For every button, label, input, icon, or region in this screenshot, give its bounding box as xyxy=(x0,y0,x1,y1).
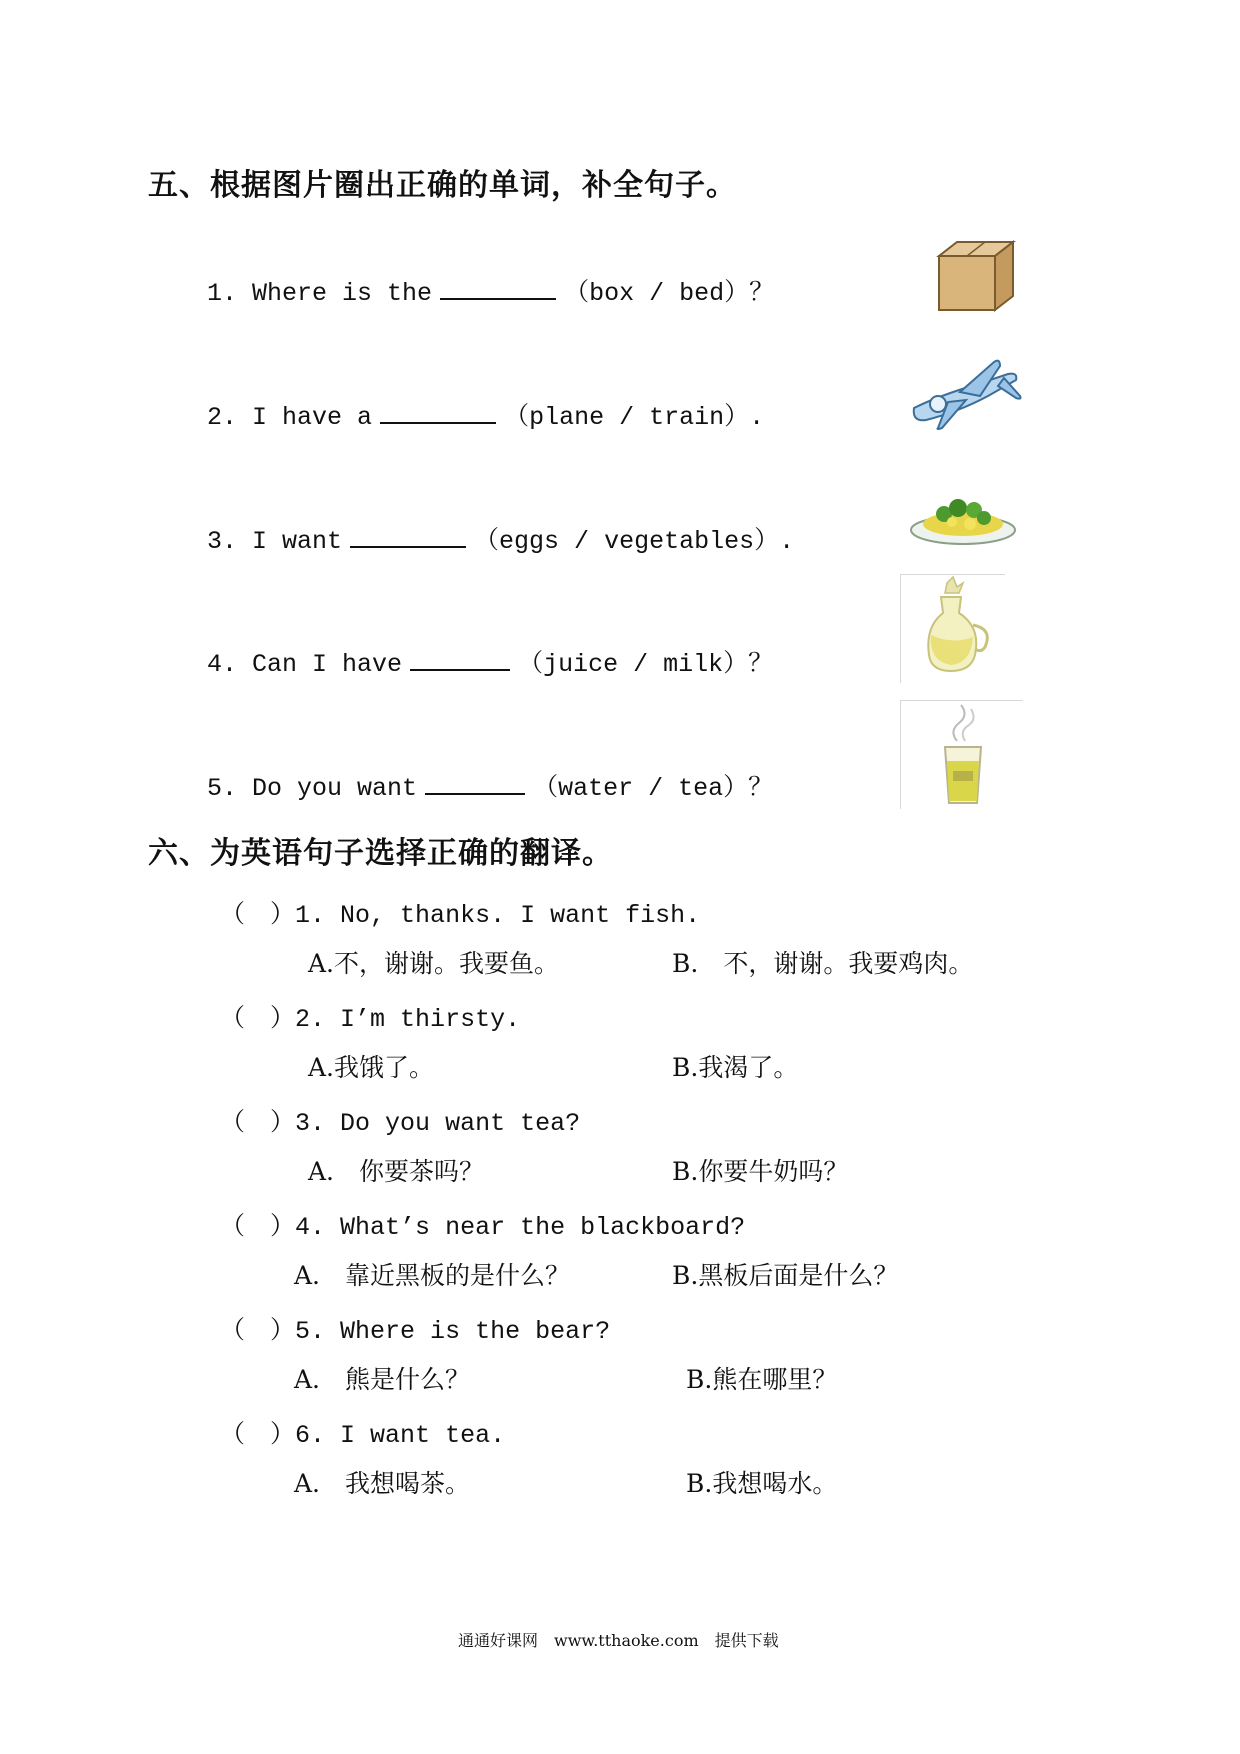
item-number: 1. xyxy=(295,901,326,930)
item-text: I want xyxy=(252,527,343,556)
box-icon xyxy=(935,238,1017,314)
option-b-3: B.你要牛奶吗？ xyxy=(672,1157,849,1186)
item-options: （water / tea）？ xyxy=(533,774,774,803)
fill-item-1 xyxy=(207,272,774,308)
fill-item-3 xyxy=(207,520,794,556)
option-b-5: B.熊在哪里？ xyxy=(686,1365,838,1394)
english-sentence: I want tea. xyxy=(340,1421,506,1450)
tea-image-frame xyxy=(900,700,1023,809)
item-options: （plane / train）. xyxy=(504,403,765,432)
option-b-6: B.我想喝水。 xyxy=(686,1469,838,1498)
answer-blank[interactable] xyxy=(410,645,510,671)
vegetables-plate-icon xyxy=(908,484,1018,548)
option-b-2: B.我渴了。 xyxy=(672,1053,799,1082)
answer-blank[interactable] xyxy=(440,274,556,300)
answer-paren[interactable]: （ ） xyxy=(220,1005,296,1034)
answer-blank[interactable] xyxy=(350,522,466,548)
answer-paren[interactable]: （ ） xyxy=(220,1421,296,1450)
juice-image-frame xyxy=(900,574,1005,683)
translation-question-3 xyxy=(220,1102,580,1138)
answer-blank[interactable] xyxy=(380,398,496,424)
option-a-5: A. 熊是什么？ xyxy=(294,1365,471,1394)
english-sentence: Where is the bear? xyxy=(340,1317,611,1346)
item-number: 4. xyxy=(207,650,238,679)
item-number: 1. xyxy=(207,279,238,308)
item-number: 3. xyxy=(207,527,238,556)
item-number: 6. xyxy=(295,1421,326,1450)
option-b-4: B.黑板后面是什么？ xyxy=(672,1261,899,1290)
footer-text: 通通好课网 www.tthaoke.com 提供下载 xyxy=(458,1631,779,1650)
item-number: 2. xyxy=(207,403,238,432)
section6-title: 六、为英语句子选择正确的翻译。 xyxy=(148,836,613,871)
item-text: I have a xyxy=(252,403,373,432)
item-text: Can I have xyxy=(252,650,403,679)
option-a-3: A. 你要茶吗？ xyxy=(308,1157,485,1186)
tea-cup-icon xyxy=(901,701,1023,809)
translation-question-2 xyxy=(220,998,520,1034)
english-sentence: What’s near the blackboard? xyxy=(340,1213,746,1242)
item-number: 5. xyxy=(207,774,238,803)
item-options: （box / bed）？ xyxy=(564,279,775,308)
item-number: 5. xyxy=(295,1317,326,1346)
answer-blank[interactable] xyxy=(425,769,525,795)
item-number: 2. xyxy=(295,1005,326,1034)
option-a-6: A. 我想喝茶。 xyxy=(294,1469,471,1498)
answer-paren[interactable]: （ ） xyxy=(220,1109,296,1138)
answer-paren[interactable]: （ ） xyxy=(220,1213,296,1242)
option-a-1: A.不，谢谢。我要鱼。 xyxy=(308,949,560,978)
plane-icon xyxy=(908,356,1024,430)
translation-question-6 xyxy=(220,1414,505,1450)
fill-item-4 xyxy=(207,643,773,679)
answer-paren[interactable]: （ ） xyxy=(220,1317,296,1346)
item-text: Do you want xyxy=(252,774,418,803)
item-text: Where is the xyxy=(252,279,433,308)
english-sentence: I’m thirsty. xyxy=(340,1005,521,1034)
translation-question-1 xyxy=(220,894,700,930)
item-options: （eggs / vegetables）. xyxy=(474,527,795,556)
english-sentence: No, thanks. I want fish. xyxy=(340,901,701,930)
translation-question-4 xyxy=(220,1206,745,1242)
option-b-1: B. 不，谢谢。我要鸡肉。 xyxy=(672,949,974,978)
option-a-4: A. 靠近黑板的是什么？ xyxy=(294,1261,571,1290)
item-number: 3. xyxy=(295,1109,326,1138)
fill-item-2 xyxy=(207,396,764,432)
option-a-2: A.我饿了。 xyxy=(308,1053,435,1082)
item-options: （juice / milk）？ xyxy=(518,650,774,679)
juice-jug-icon xyxy=(901,575,1005,683)
fill-item-5 xyxy=(207,767,773,803)
item-number: 4. xyxy=(295,1213,326,1242)
translation-question-5 xyxy=(220,1310,610,1346)
section5-title: 五、根据图片圈出正确的单词，补全句子。 xyxy=(148,168,737,203)
answer-paren[interactable]: （ ） xyxy=(220,901,296,930)
english-sentence: Do you want tea? xyxy=(340,1109,581,1138)
